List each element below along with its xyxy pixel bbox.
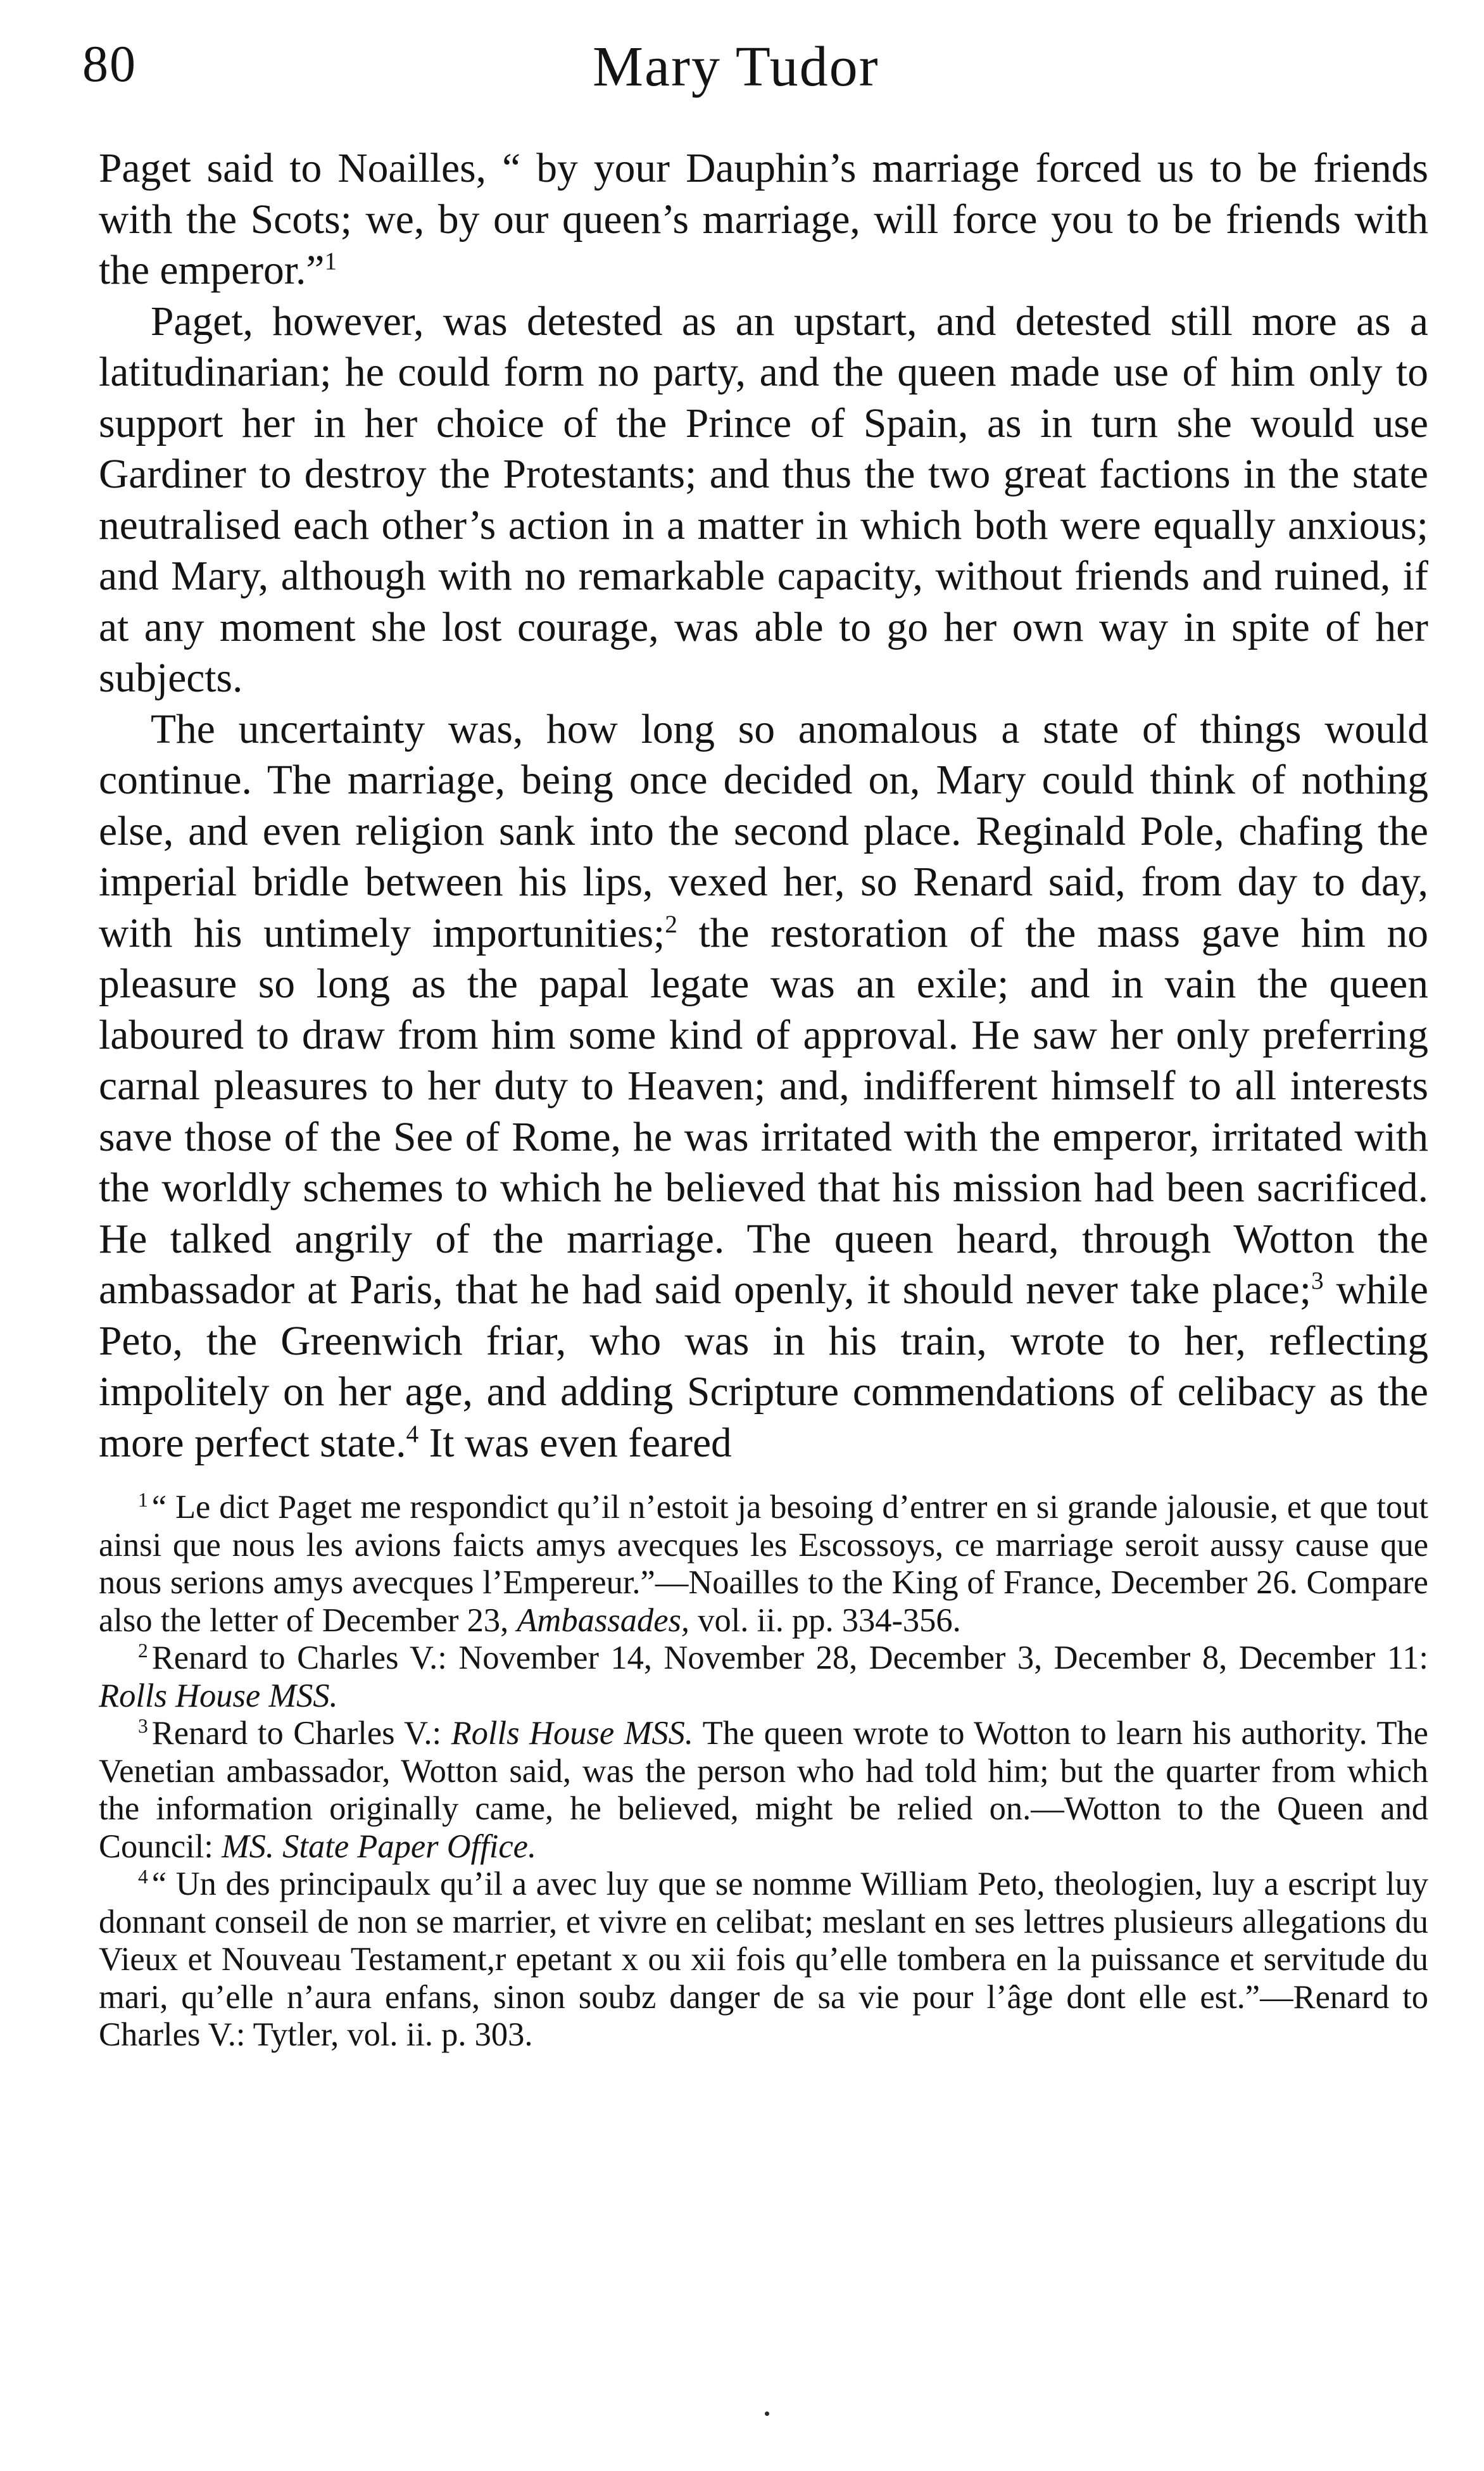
page-header — [82, 25, 1428, 114]
footnote-4 — [99, 1866, 1428, 2054]
ink-speck — [765, 2411, 769, 2416]
footnote-3-mark: 3 — [138, 1714, 148, 1737]
paragraph-1 — [99, 143, 1428, 296]
footnote-2-text-a: Renard to Charles V.: November 14, November 28, December 3, December 8, December 11: — [151, 1640, 1428, 1676]
footnote-1-mark: 1 — [138, 1488, 148, 1511]
paragraph-1-text: Paget said to Noailles, “ by your Dauphin’s marriage forced us to be friends with the Scots; we, by our queen’s marriage, will force you to be friends with the emperor.” — [99, 146, 1428, 293]
footnote-2-italic: Rolls House MSS. — [99, 1677, 338, 1714]
footnote-ref-4[interactable]: 4 — [406, 1419, 419, 1448]
footnote-1-italic: Ambassades, — [517, 1602, 690, 1639]
footnote-ref-1[interactable]: 1 — [324, 247, 337, 275]
footnote-1-text-a: “ Le dict Paget me respondict qu’il n’estoit ja besoing d’entrer en si grande jalousie, et que tout ainsi que nous les avions faicts amys avecques les Escossoys, ce marriage seroit aussy cause que nous serions amys avecques l’Empereur.”—Noailles to the King of France, December 26. Compare also the letter of December 23, — [99, 1489, 1428, 1639]
footnote-3-text-a: Renard to Charles V.: — [151, 1715, 451, 1752]
paragraph-2: Paget, however, was detested as an upstart, and detested still more as a latitudinarian; he could form no party, and the queen made use of him only to support her in her choice of the Prince of Spain, as in turn she would use Gardiner to destroy the Protestants; and thus the two great factions in the state neutralised each other’s action in a matter in which both were equally anxious; and Mary, although with no remarkable capacity, without friends and ruined, if at any moment she lost courage, was able to go her own way in spite of her subjects. — [99, 298, 1428, 701]
footnote-3-text-b: The queen wrote to Wotton to learn his authority. The Venetian ambassador, Wotton said, was the person who had told him; but the quarter from which the information originally came, he believed, might be relied on.—Wotton to the Queen and Council: — [99, 1715, 1428, 1865]
footnote-2-mark: 2 — [138, 1639, 148, 1662]
footnote-3 — [99, 1715, 1428, 1866]
paragraph-3 — [99, 704, 1428, 1469]
paragraph-3-text-d: It was even feared — [418, 1420, 732, 1466]
main-text — [99, 143, 1428, 1469]
paragraph-3-text-b: the restoration of the mass gave him no pleasure so long as the papal legate was an exile; and in vain the queen laboured to draw from him some kind of approval. He saw her only preferring carnal pleasures to her duty to Heaven; and, indifferent himself to all interests save those of the See of Rome, he was irritated with the emperor, irritated with the worldly schemes to which he believed that his mission had been sacrificed. He talked angrily of the marriage. The queen heard, through Wotton the ambassador at Paris, that he had said openly, it should never take place; — [99, 910, 1428, 1313]
paragraph-3-text-c: while Peto, the Greenwich friar, who was in his train, wrote to her, reflecting impolitely on her age, and adding Scripture commendations of celibacy as the more perfect state. — [99, 1267, 1428, 1466]
footnote-ref-3[interactable]: 3 — [1311, 1267, 1324, 1295]
paragraph-3-text-a: The uncertainty was, how long so anomalous a state of things would continue. The marriage, being once decided on, Mary could think of nothing else, and even religion sank into the second place. Reginald Pole, chafing the imperial bridle between his lips, vexed her, so Renard said, from day to day, with his untimely importunities; — [99, 706, 1428, 956]
book-page — [82, 25, 1428, 2444]
footnote-1-text-b: vol. ii. pp. 334-356. — [689, 1602, 961, 1639]
footnote-3-italic-b: MS. State Paper Office. — [221, 1828, 537, 1865]
page-number: 80 — [82, 35, 137, 92]
running-title: Mary Tudor — [593, 35, 879, 98]
footnote-4-text: “ Un des principaulx qu’il a avec luy que se nomme William Peto, theologien, luy a escript luy donnant conseil de non se marrier, et vivre en celibat; meslant en ses lettres plusieurs allegations du Vieux et Nouveau Testament,r epetant x ou xii fois qu’elle tombera en la puissance et servitude du mari, qu’elle n’aura enfans, sinon soubz danger de sa vie pour l’âge dont elle est.”—Renard to Charles V.: Tytler, vol. ii. p. 303. — [99, 1866, 1428, 2053]
footnote-3-italic-a: Rolls House MSS. — [451, 1715, 694, 1752]
footnotes — [99, 1489, 1428, 2054]
footnote-1 — [99, 1489, 1428, 1640]
footnote-ref-2[interactable]: 2 — [665, 909, 677, 938]
footnote-4-mark: 4 — [138, 1865, 148, 1888]
footnote-2 — [99, 1640, 1428, 1715]
